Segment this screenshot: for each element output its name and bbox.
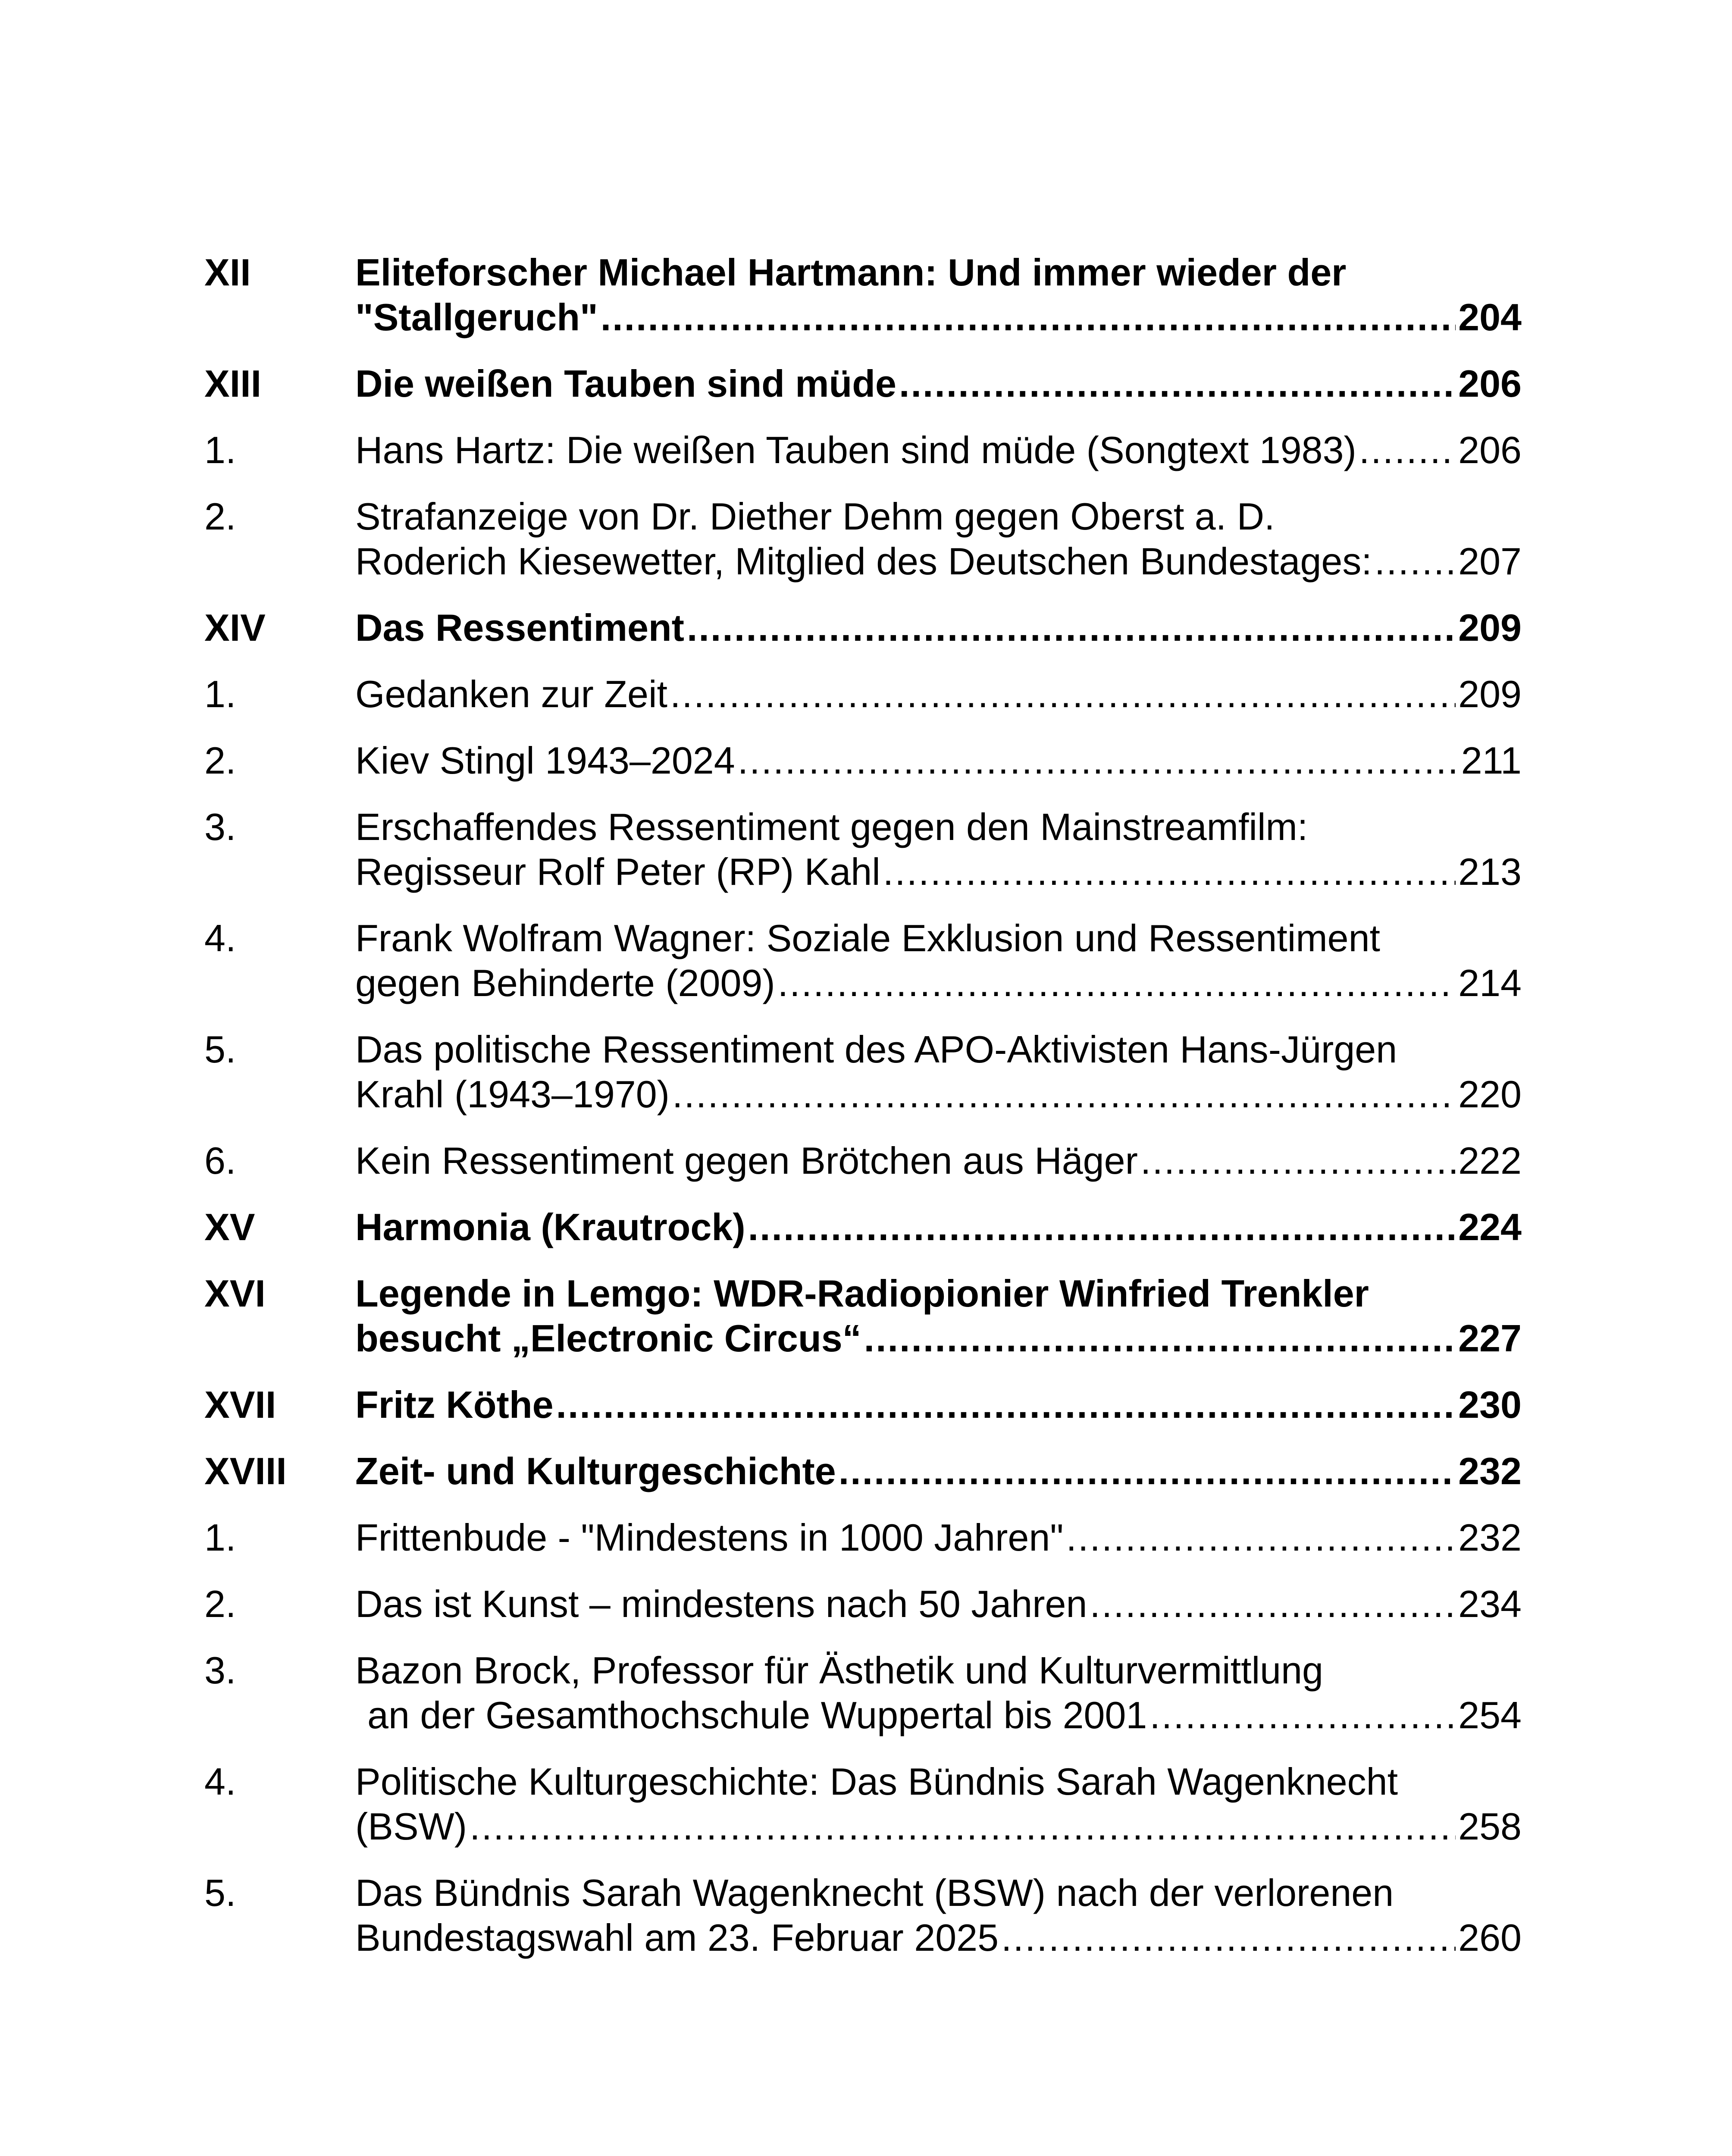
toc-entry-number: XVII	[204, 1383, 276, 1426]
page-number: 211	[1461, 739, 1522, 782]
toc-entry-title-line: Frittenbude - "Mindestens in 1000 Jahren"	[355, 1516, 1064, 1559]
toc-entry	[204, 494, 1522, 584]
toc-entry-title-line: Die weißen Tauben sind müde	[355, 362, 896, 405]
toc-entry-title-line: Politische Kulturgeschichte: Das Bündnis Sarah Wagenknecht	[355, 1760, 1398, 1803]
page-number: 222	[1458, 1139, 1522, 1182]
page-number: 204	[1458, 296, 1522, 338]
toc-entry-title-line: gegen Behinderte (2009)	[355, 962, 775, 1004]
page-number: 260	[1458, 1916, 1522, 1959]
toc-entry-number: 5.	[204, 1028, 236, 1071]
toc-entry-title-line: Das politische Ressentiment des APO-Aktivisten Hans-Jürgen	[355, 1028, 1397, 1071]
toc-entry	[204, 1138, 1522, 1183]
dot-leader	[738, 738, 1459, 783]
toc-entry	[204, 428, 1522, 473]
dot-leader	[1001, 1915, 1456, 1960]
toc-entry-title-line: Kiev Stingl 1943–2024	[355, 739, 735, 782]
toc-entry-title-line: Roderich Kiesewetter, Mitglied des Deutschen Bundestages:	[355, 540, 1372, 583]
toc-entry-title-line: Das ist Kunst – mindestens nach 50 Jahren	[355, 1583, 1087, 1625]
dot-leader	[883, 849, 1456, 894]
toc-entry-title-line: Fritz Köthe	[355, 1383, 554, 1426]
toc-entry-number: XII	[204, 251, 251, 294]
toc-entry-number: 3.	[204, 1649, 236, 1692]
toc-entry-number: 1.	[204, 673, 236, 715]
toc-entry-number: 4.	[204, 1760, 236, 1803]
dot-leader	[556, 1382, 1456, 1427]
toc-entry-title-line: besucht „Electronic Circus“	[355, 1317, 861, 1360]
page-number: 254	[1458, 1694, 1522, 1736]
toc-entry-title-line: Frank Wolfram Wagner: Soziale Exklusion und Ressentiment	[355, 917, 1380, 959]
page-number: 209	[1458, 606, 1522, 649]
toc-entry-title-line: Bundestagswahl am 23. Februar 2025	[355, 1916, 999, 1959]
page-number: 214	[1458, 962, 1522, 1004]
page-number: 206	[1458, 362, 1522, 405]
dot-leader	[1140, 1138, 1456, 1183]
toc-entry	[204, 1871, 1522, 1960]
toc-entry-title-line: "Stallgeruch"	[355, 296, 598, 338]
toc-entry	[204, 605, 1522, 650]
page-number: 232	[1458, 1516, 1522, 1559]
toc-entry-title-line: Harmonia (Krautrock)	[355, 1206, 745, 1248]
toc-entry	[204, 1582, 1522, 1626]
dot-leader	[864, 1316, 1456, 1361]
dot-leader	[1149, 1693, 1456, 1738]
page-number: 232	[1458, 1450, 1522, 1492]
toc-entry-title-line: Bazon Brock, Professor für Ästhetik und Kulturvermittlung	[355, 1649, 1323, 1692]
table-of-contents	[204, 250, 1522, 1982]
toc-entry-title-line: Krahl (1943–1970)	[355, 1073, 670, 1116]
toc-entry-title-line: Kein Ressentiment gegen Brötchen aus Häger	[355, 1139, 1138, 1182]
toc-entry	[204, 805, 1522, 894]
toc-entry	[204, 1759, 1522, 1849]
toc-entry-title-line: Erschaffendes Ressentiment gegen den Mainstreamfilm:	[355, 805, 1308, 848]
toc-entry-title-line: Strafanzeige von Dr. Diether Dehm gegen Oberst a. D.	[355, 495, 1275, 538]
dot-leader	[1066, 1515, 1456, 1560]
toc-entry-title-line: Legende in Lemgo: WDR-Radiopionier Winfried Trenkler	[355, 1272, 1369, 1315]
page-number: 213	[1458, 850, 1522, 893]
dot-leader	[601, 295, 1456, 340]
dot-leader	[748, 1205, 1456, 1250]
page-number: 224	[1458, 1206, 1522, 1248]
toc-entry	[204, 250, 1522, 340]
toc-entry-title-line: an der Gesamthochschule Wuppertal bis 2001	[367, 1694, 1147, 1736]
page-number: 227	[1458, 1317, 1522, 1360]
toc-entry	[204, 1515, 1522, 1560]
toc-entry-number: 4.	[204, 917, 236, 959]
toc-entry-title-line: Das Ressentiment	[355, 606, 684, 649]
page-number: 230	[1458, 1383, 1522, 1426]
toc-entry	[204, 361, 1522, 406]
dot-leader	[899, 361, 1456, 406]
dot-leader	[672, 1072, 1456, 1117]
page-number: 206	[1458, 429, 1522, 471]
toc-entry	[204, 1205, 1522, 1250]
dot-leader	[1359, 428, 1456, 473]
toc-entry-number: 2.	[204, 739, 236, 782]
toc-entry-number: 2.	[204, 495, 236, 538]
toc-entry-number: 5.	[204, 1871, 236, 1914]
toc-entry-number: XIV	[204, 606, 266, 649]
toc-entry	[204, 672, 1522, 717]
toc-entry-title-line: Zeit- und Kulturgeschichte	[355, 1450, 836, 1492]
dot-leader	[778, 961, 1456, 1006]
dot-leader	[839, 1449, 1456, 1494]
toc-entry-number: 2.	[204, 1583, 236, 1625]
toc-entry-number: XVIII	[204, 1450, 287, 1492]
dot-leader	[670, 672, 1456, 717]
toc-entry-number: 1.	[204, 429, 236, 471]
toc-entry-title-line: (BSW)	[355, 1805, 467, 1848]
toc-entry-title-line: Das Bündnis Sarah Wagenknecht (BSW) nach der verlorenen	[355, 1871, 1394, 1914]
toc-entry-title-line: Gedanken zur Zeit	[355, 673, 667, 715]
dot-leader	[1375, 539, 1456, 584]
toc-entry-number: XVI	[204, 1272, 266, 1315]
toc-entry	[204, 1648, 1522, 1738]
page-number: 234	[1458, 1583, 1522, 1625]
page-number: 209	[1458, 673, 1522, 715]
page-number: 258	[1458, 1805, 1522, 1848]
toc-entry	[204, 1382, 1522, 1427]
toc-entry-title-line: Eliteforscher Michael Hartmann: Und immer wieder der	[355, 251, 1347, 294]
dot-leader	[1090, 1582, 1456, 1626]
toc-entry-number: XV	[204, 1206, 255, 1248]
toc-entry-number: 6.	[204, 1139, 236, 1182]
toc-entry	[204, 1449, 1522, 1494]
page-number: 207	[1458, 540, 1522, 583]
toc-entry-number: XIII	[204, 362, 262, 405]
toc-entry	[204, 738, 1522, 783]
toc-entry-number: 3.	[204, 805, 236, 848]
page-number: 220	[1458, 1073, 1522, 1116]
toc-entry	[204, 1271, 1522, 1361]
toc-entry	[204, 1027, 1522, 1117]
dot-leader	[470, 1804, 1456, 1849]
dot-leader	[687, 605, 1456, 650]
toc-entry-title-line: Regisseur Rolf Peter (RP) Kahl	[355, 850, 880, 893]
toc-entry-number: 1.	[204, 1516, 236, 1559]
toc-entry	[204, 916, 1522, 1006]
toc-entry-title-line: Hans Hartz: Die weißen Tauben sind müde (Songtext 1983)	[355, 429, 1356, 471]
